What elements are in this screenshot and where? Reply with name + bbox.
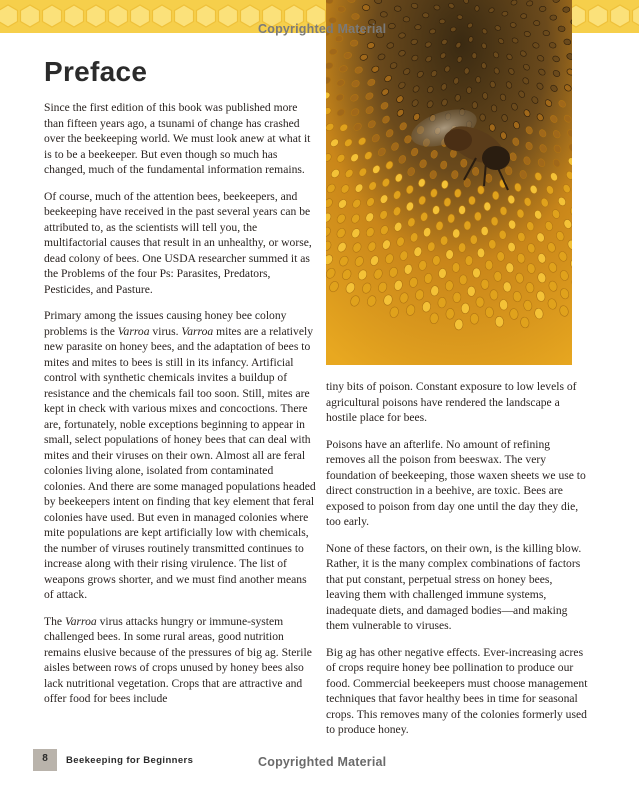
paragraph: Poisons have an afterlife. No amount of refining removes all the poison from beeswax. The very foundation of beekeeping, those waxen sheets we use to direct construction in a beehive, are toxic. Bees are exposed to poison from day one until the day they die, too early. xyxy=(326,437,586,528)
sunflower-floret xyxy=(337,6,345,13)
paragraph: Of course, much of the attention bees, beekeepers, and beekeeping have received in the past several years can be attributed to, as the scientists will tell you, the multifactorial causes that result in an unhealthy, or worse, dead colony of bees. One USDA researcher summed it as the Problems of the four Ps: Parasites, Predators, Pesticides, and Pasture. xyxy=(44,189,312,296)
sunflower-floret xyxy=(454,189,461,198)
copyright-watermark-bottom: Copyrighted Material xyxy=(258,755,387,769)
honeycomb-cell xyxy=(131,5,150,27)
honeycomb-cell xyxy=(153,5,172,27)
honeycomb-cell xyxy=(611,5,630,27)
sunflower-floret xyxy=(562,6,570,12)
sunflower-floret xyxy=(558,26,566,32)
honeycomb-band-right xyxy=(572,0,639,33)
paragraph: None of these factors, on their own, is the killing blow. Rather, it is the many complex combinations of factors that put constant, perpetual stress on honey bees, leaving them with challenged immune systems, inadequate diets, and damaged bodies—and making them vulnerable to viruses. xyxy=(326,541,582,632)
sunflower-floret xyxy=(492,191,499,200)
sunflower-floret xyxy=(439,19,445,24)
sunflower-floret xyxy=(466,87,472,94)
sunflower-floret xyxy=(480,114,486,122)
honeycomb-cell xyxy=(589,5,608,27)
sunflower-floret xyxy=(520,13,527,18)
sunflower-floret xyxy=(477,186,484,195)
honeycomb-cell xyxy=(175,5,194,27)
sunflower-floret xyxy=(470,313,478,324)
honeycomb-cell xyxy=(197,5,216,27)
sunflower-floret xyxy=(472,53,477,59)
sunflower-floret xyxy=(459,275,467,285)
honeycomb-cell xyxy=(43,5,62,27)
honeycomb-cell xyxy=(0,5,18,27)
sunflower-floret xyxy=(422,13,429,19)
paragraph: Big ag has other negative effects. Ever-increasing acres of crops require honey bee pollination to produce our food. Commercial beekeepers must choose management techniques that favor healthy bees in time for seasonal crops. This removes many of the colonies formerly used to produce honey. xyxy=(326,645,588,736)
sunflower-bee-photo xyxy=(326,0,572,365)
sunflower-floret xyxy=(550,15,557,20)
honeycomb-cell xyxy=(241,5,260,27)
sunflower-floret xyxy=(476,76,481,83)
sunflower-floret xyxy=(403,17,410,22)
page-number: 8 xyxy=(42,753,48,764)
left-text-column xyxy=(44,100,316,718)
sunflower-floret xyxy=(460,159,467,168)
sunflower-floret xyxy=(454,319,463,330)
sunflower-floret xyxy=(465,256,473,266)
sunflower-floret xyxy=(481,279,489,289)
honeycomb-cell xyxy=(65,5,84,27)
sunflower-floret xyxy=(485,260,493,270)
sunflower-floret xyxy=(469,196,476,205)
honeycomb-cell xyxy=(87,5,106,27)
sunflower-floret xyxy=(473,268,481,278)
sunflower-floret xyxy=(464,221,471,230)
sunflower-floret xyxy=(482,92,488,99)
paragraph: The Varroa virus attacks hungry or immune-system challenged bees. In some rural areas, good nutrition remains elusive because of the pressures of big ag. Sterile aisles between rows of crops unused by honey bees also lack nutritional vegetation. Crops that are attractive and offer food for bees include xyxy=(44,614,312,705)
right-text-column xyxy=(326,379,588,749)
sunflower-floret xyxy=(461,303,470,314)
sunflower-floret xyxy=(380,12,387,18)
sunflower-floret xyxy=(470,235,477,245)
page-title: Preface xyxy=(44,56,148,87)
sunflower-floret xyxy=(477,248,485,258)
sunflower-floret xyxy=(472,167,478,175)
sunflower-floret xyxy=(467,286,475,296)
sunflower-floret xyxy=(510,22,517,28)
sunflower-floret xyxy=(362,4,370,11)
running-footer-title: Beekeeping for Beginners xyxy=(66,755,194,766)
sunflower-floret xyxy=(476,297,484,308)
sunflower-floret xyxy=(474,212,481,221)
copyright-watermark-top: Copyrighted Material xyxy=(258,22,387,36)
sunflower-floret xyxy=(481,226,489,235)
sunflower-floret xyxy=(394,6,401,12)
sunflower-floret xyxy=(533,20,540,25)
sunflower-floret xyxy=(475,5,480,11)
sunflower-floret xyxy=(388,23,395,29)
honeycomb-cell xyxy=(219,5,238,27)
sunflower-floret xyxy=(414,24,421,30)
sunflower-floret xyxy=(484,202,491,211)
sunflower-floret xyxy=(352,13,360,19)
sunflower-floret xyxy=(485,174,492,183)
honeycomb-cell xyxy=(21,5,40,27)
honeycomb-cell xyxy=(109,5,128,27)
paragraph: tiny bits of poison. Constant exposure to low levels of agricultural poisons have rendered the landscape a hostile place for bees. xyxy=(326,380,577,424)
sunflower-floret xyxy=(485,307,494,318)
sunflower-floret xyxy=(472,102,478,109)
sunflower-floret xyxy=(458,205,465,214)
paragraph: Since the first edition of this book was published more than fifteen years ago, a tsunami of change has crashed over the beekeeping world. We must look anew at what it is to be a beekeeper. But even though so much has changed, much of the fundamental information remains. xyxy=(44,101,311,176)
paragraph: Primary among the issues causing honey bee colony problems is the Varroa virus. Varroa mites are a relatively new parasite on honey bees, and the adaptation of bees to mites and mites to bees is still in its infancy. Artificial control with synthetic chemicals invites a buildup of resistance and the chemicals fail too soon. Still, mites are kept in check with various mixes and concoctions. There are, fortunately, noble exceptions beginning to appear in small, select populations of honey bees that can deal with mites and their viruses on their own. Almost all are feral colonies living alone, isolated from contaminated colonies. And there are some managed populations headed by beekeepers intent on finding that key element that feral colonies have used. But even in managed colonies where mite populations are kept artificially low with chemicals, the number of viruses routinely transmitted continues to increase along with their rising virulence. The list of weapons grows shorter, and we must find another means of attack. xyxy=(44,309,316,601)
